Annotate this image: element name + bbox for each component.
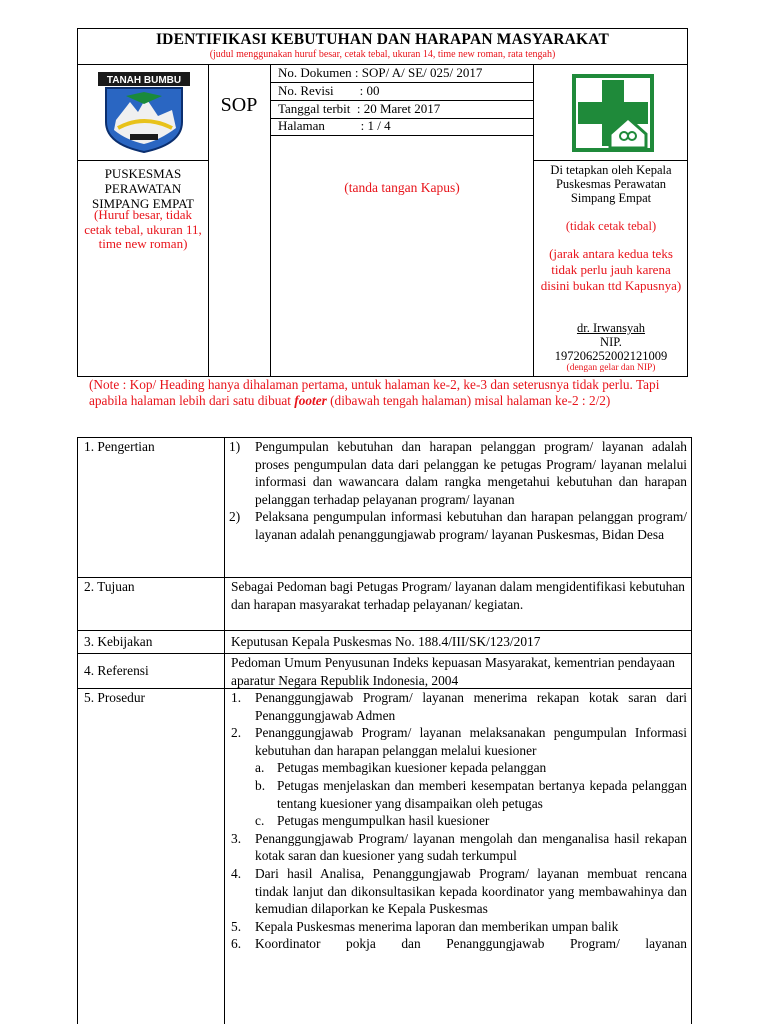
organization-format-note: (Huruf besar, tidak cetak tebal, ukuran 11, time new roman) [84,207,202,251]
document-title: IDENTIFIKASI KEBUTUHAN DAN HARAPAN MASYARAKAT [155,31,610,48]
note-footer-word: footer [294,393,327,409]
prosedur-list [231,689,687,953]
subitem-text: Petugas mengumpulkan hasil kuesioner [277,813,490,829]
pengertian-list [229,438,687,544]
row-label-prosedur: 5. Prosedur [84,690,145,705]
tanah-bumbu-logo [96,70,192,154]
organization-name: PUSKESMAS PERAWATAN SIMPANG EMPAT [92,166,194,211]
nip-number: 197206252002121009 [554,349,668,363]
subitem-text: Petugas menjelaskan dan memberi kesempatan bertanya kepada pelanggan tentang kuesioner yang disampaikan oleh petugas [277,777,687,811]
publish-date: Tanggal terbit : 20 Maret 2017 [278,101,441,116]
pengertian-item [229,508,687,543]
prosedur-item [231,918,687,936]
sop-label: SOP [220,94,258,116]
prosedur-subitem [231,759,687,777]
item-number: 4. [231,865,242,881]
doctor-name: dr. Irwansyah [576,321,646,335]
doc-number: No. Dokumen : SOP/ A/ SE/ 025/ 2017 [278,65,483,80]
item-text: Penanggungjawab Program/ layanan mengolah dan menganalisa hasil rekapan kotak saran dan kuesioner yang sudah terkumpul [255,830,687,864]
subitem-letter: a. [255,760,265,776]
title-nip-note: (dengan gelar dan NIP) [566,363,656,373]
logo-text: TANAH BUMBU [106,75,182,86]
item-number: 2) [229,509,241,525]
heading-note [89,377,679,409]
prosedur-item [231,865,687,918]
item-text: Koordinator pokja dan Penanggungjawab Program/ layanan [255,936,687,952]
puskesmas-logo [572,72,654,152]
row-label-pengertian: 1. Pengertian [84,439,155,454]
title-format-note: (judul menggunakan huruf besar, cetak tebal, ukuran 14, time new roman, rata tengah) [209,49,556,60]
pengertian-item [229,438,687,508]
note-part-1: (Note : Kop/ Heading hanya dihalaman pertama, untuk halaman ke-2, ke-3 dan seterusnya tidak perlu. Tapi apabila halaman lebih dari satu dibuat [89,377,660,409]
spacing-note: (jarak antara kedua teks tidak perlu jauh karena disini bukan ttd Kapusnya) [540,246,682,293]
item-text: Kepala Puskesmas menerima laporan dan memberikan umpan balik [255,918,619,934]
item-text: Penanggungjawab Program/ layanan menerima rekapan kotak saran dari Penanggungjawab Admen [255,690,687,723]
tujuan-text: Sebagai Pedoman bagi Petugas Program/ layanan dalam mengidentifikasi kebutuhan dan harapan masyarakat terhadap pelayanan/ kegiatan. [231,579,685,612]
item-text: Dari hasil Analisa, Penanggungjawab Program/ layanan membuat rencana tindak lanjut dan dikonsultasikan kepada koordinator yang membawahinya dan kemudian dilaporkan ke Kepala Puskesmas [255,865,687,917]
signature-placeholder: (tanda tangan Kapus) [344,180,460,195]
item-number: 1. [231,690,242,705]
row-label-referensi: 4. Referensi [84,663,149,678]
prosedur-subitem [231,777,687,812]
item-number: 6. [231,936,242,952]
item-number: 2. [231,725,242,741]
item-text: Pelaksana pengumpulan informasi kebutuhan dan harapan pelanggan program/ layanan adalah penanggungjawab program/ layanan Puskesmas, Bidan Desa [255,509,687,542]
prosedur-subitem [231,812,687,830]
page-number: Halaman : 1 / 4 [278,118,391,133]
ditetapkan-text: Di tetapkan oleh Kepala Puskesmas Perawatan Simpang Empat [550,163,672,206]
prosedur-item [231,830,687,865]
item-text: Penanggungjawab Program/ layanan melaksanakan pengumpulan Informasi kebutuhan dan harapan pelanggan melalui kuesioner [255,725,687,758]
prosedur-item [231,935,687,953]
subitem-letter: c. [255,813,265,829]
nip-label: NIP. [600,335,622,349]
subitem-text: Petugas membagikan kuesioner kepada pelanggan [277,760,547,776]
kebijakan-text: Keputusan Kepala Puskesmas No. 188.4/III/SK/123/2017 [231,634,541,649]
prosedur-item [231,724,687,759]
referensi-text: Pedoman Umum Penyusunan Indeks kepuasan Masyarakat, kementrian pendayaan aparatur Negara Republik Indonesia, 2004 [231,655,675,688]
item-text: Pengumpulan kebutuhan dan harapan pelanggan program/ layanan adalah proses pengumpulan data dari pelanggan ke petugas Program/ layanan melalui informasi dan wawancara dalam rangka mengetahui kebutuhan dan harapan pelanggan terhadap pelayanan program/ layanan [255,439,687,507]
item-number: 3. [231,830,242,846]
row-label-kebijakan: 3. Kebijakan [84,634,153,649]
revision-number: No. Revisi : 00 [278,83,380,98]
row-label-tujuan: 2. Tujuan [84,579,135,594]
ditetapkan-format-note: (tidak cetak tebal) [565,219,657,233]
note-part-2: (dibawah tengah halaman) misal halaman ke-2 : 2/2) [326,393,611,409]
subitem-letter: b. [255,777,266,793]
item-number: 5. [231,918,242,934]
prosedur-item [231,689,687,724]
item-number: 1) [229,439,241,454]
